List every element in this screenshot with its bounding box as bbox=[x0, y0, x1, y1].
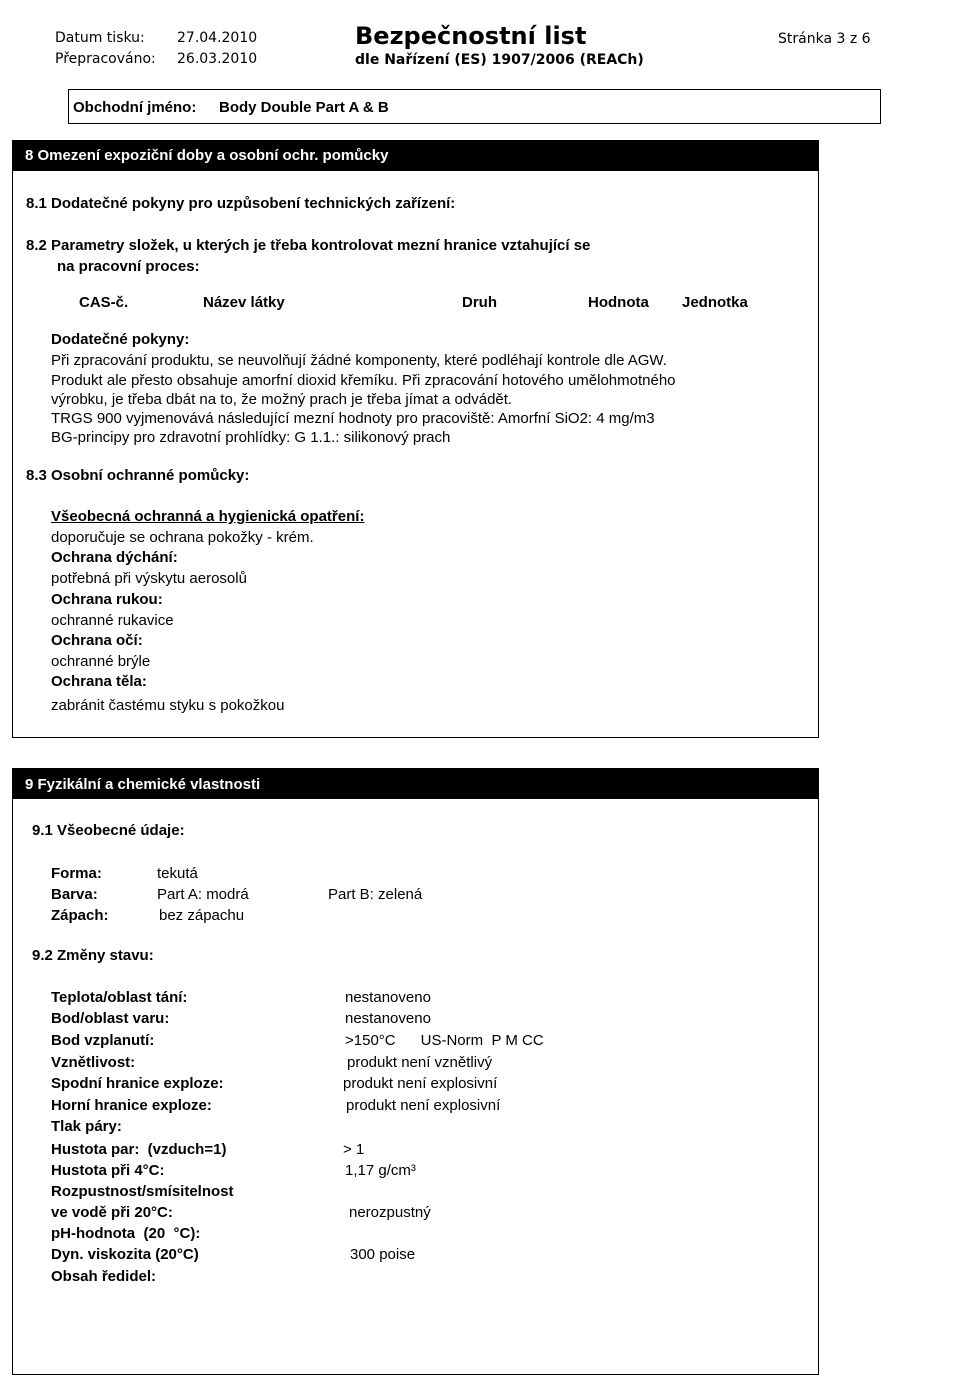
property-label: Hustota par: (vzduch=1) bbox=[51, 1141, 227, 1158]
property-label: Bod/oblast varu: bbox=[51, 1010, 170, 1027]
page-number: Stránka 3 z 6 bbox=[778, 31, 871, 47]
property-label: Vznětlivost: bbox=[51, 1054, 136, 1071]
regulation: dle Nařízení (ES) 1907/2006 (REACh) bbox=[355, 52, 644, 68]
property-value: nerozpustný bbox=[349, 1204, 431, 1221]
eyes-value: ochranné brýle bbox=[51, 653, 151, 670]
property-value: produkt není explosivní bbox=[343, 1075, 498, 1092]
print-date-label: Datum tisku: bbox=[55, 30, 145, 46]
property-value: 1,17 g/cm³ bbox=[345, 1162, 416, 1179]
general-measures-label: Všeobecná ochranná a hygienická opatření: bbox=[51, 508, 365, 525]
section-9-2-heading: 9.2 Změny stavu: bbox=[32, 947, 154, 964]
hands-value: ochranné rukavice bbox=[51, 612, 174, 629]
section-8-2-heading-cont: na pracovní proces: bbox=[57, 258, 200, 275]
col-header-value: Hodnota bbox=[588, 294, 649, 311]
property-label: Hustota při 4°C: bbox=[51, 1162, 165, 1179]
note-line: BG-principy pro zdravotní prohlídky: G 1.1.: silikonový prach bbox=[51, 429, 451, 446]
section-8-title: 8 Omezení expoziční doby a osobní ochr. pomůcky bbox=[12, 140, 819, 171]
property-value: > 1 bbox=[343, 1141, 365, 1158]
section-8-3-heading: 8.3 Osobní ochranné pomůcky: bbox=[26, 467, 250, 484]
color-label: Barva: bbox=[51, 886, 98, 903]
note-line: TRGS 900 vyjmenovává následující mezní hodnoty pro pracoviště: Amorfní SiO2: 4 mg/m3 bbox=[51, 410, 655, 427]
property-value: nestanoveno bbox=[345, 989, 431, 1006]
revised-label: Přepracováno: bbox=[55, 51, 156, 67]
property-label: ve vodě při 20°C: bbox=[51, 1204, 173, 1221]
property-label: Dyn. viskozita (20°C) bbox=[51, 1246, 199, 1263]
hands-label: Ochrana rukou: bbox=[51, 591, 163, 608]
property-value: produkt není vznětlivý bbox=[347, 1054, 493, 1071]
odor-label: Zápach: bbox=[51, 907, 109, 924]
general-measures-value: doporučuje se ochrana pokožky - krém. bbox=[51, 529, 314, 546]
col-header-cas: CAS-č. bbox=[79, 294, 129, 311]
col-header-type: Druh bbox=[462, 294, 497, 311]
note-line: výrobku, je třeba dbát na to, že možný prach je třeba jímat a odvádět. bbox=[51, 391, 513, 408]
eyes-label: Ochrana očí: bbox=[51, 632, 143, 649]
page-title: Bezpečnostní list bbox=[355, 22, 587, 50]
property-value: nestanoveno bbox=[345, 1010, 431, 1027]
notes-label: Dodatečné pokyny: bbox=[51, 331, 190, 348]
note-line: Při zpracování produktu, se neuvolňují žádné komponenty, které podléhají kontrole dle AGW. bbox=[51, 352, 667, 369]
property-label: Horní hranice exploze: bbox=[51, 1097, 212, 1114]
body-value: zabránit častému styku s pokožkou bbox=[51, 697, 285, 714]
color-part-a: Part A: modrá bbox=[157, 886, 249, 903]
property-label: Obsah ředidel: bbox=[51, 1268, 157, 1285]
form-value: tekutá bbox=[157, 865, 198, 882]
odor-value: bez zápachu bbox=[159, 907, 245, 924]
body-label: Ochrana těla: bbox=[51, 673, 147, 690]
section-9-1-heading: 9.1 Všeobecné údaje: bbox=[32, 822, 185, 839]
trade-name-value: Body Double Part A & B bbox=[219, 99, 389, 116]
property-label: Spodní hranice exploze: bbox=[51, 1075, 224, 1092]
property-value: 300 poise bbox=[350, 1246, 416, 1263]
property-label: Teplota/oblast tání: bbox=[51, 989, 188, 1006]
section-8-2-heading: 8.2 Parametry složek, u kterých je třeba kontrolovat mezní hranice vztahující se bbox=[26, 237, 591, 254]
note-line: Produkt ale přesto obsahuje amorfní dioxid křemíku. Při zpracování hotového umělohmotného bbox=[51, 372, 676, 389]
property-label: Rozpustnost/smísitelnost bbox=[51, 1183, 234, 1200]
property-label: Tlak páry: bbox=[51, 1118, 122, 1135]
revised-date: 26.03.2010 bbox=[177, 51, 258, 67]
color-part-b: Part B: zelená bbox=[328, 886, 423, 903]
print-date: 27.04.2010 bbox=[177, 30, 258, 46]
property-value: >150°C US-Norm P M CC bbox=[345, 1032, 544, 1049]
property-label: pH-hodnota (20 °C): bbox=[51, 1225, 201, 1242]
trade-name-label: Obchodní jméno: bbox=[73, 99, 197, 116]
section-9-title: 9 Fyzikální a chemické vlastnosti bbox=[12, 768, 819, 799]
respiratory-value: potřebná při výskytu aerosolů bbox=[51, 570, 247, 587]
col-header-substance: Název látky bbox=[203, 294, 285, 311]
form-label: Forma: bbox=[51, 865, 102, 882]
col-header-unit: Jednotka bbox=[682, 294, 748, 311]
property-value: produkt není explosivní bbox=[346, 1097, 501, 1114]
property-label: Bod vzplanutí: bbox=[51, 1032, 155, 1049]
respiratory-label: Ochrana dýchání: bbox=[51, 549, 178, 566]
section-8-1-heading: 8.1 Dodatečné pokyny pro uzpůsobení technických zařízení: bbox=[26, 195, 456, 212]
